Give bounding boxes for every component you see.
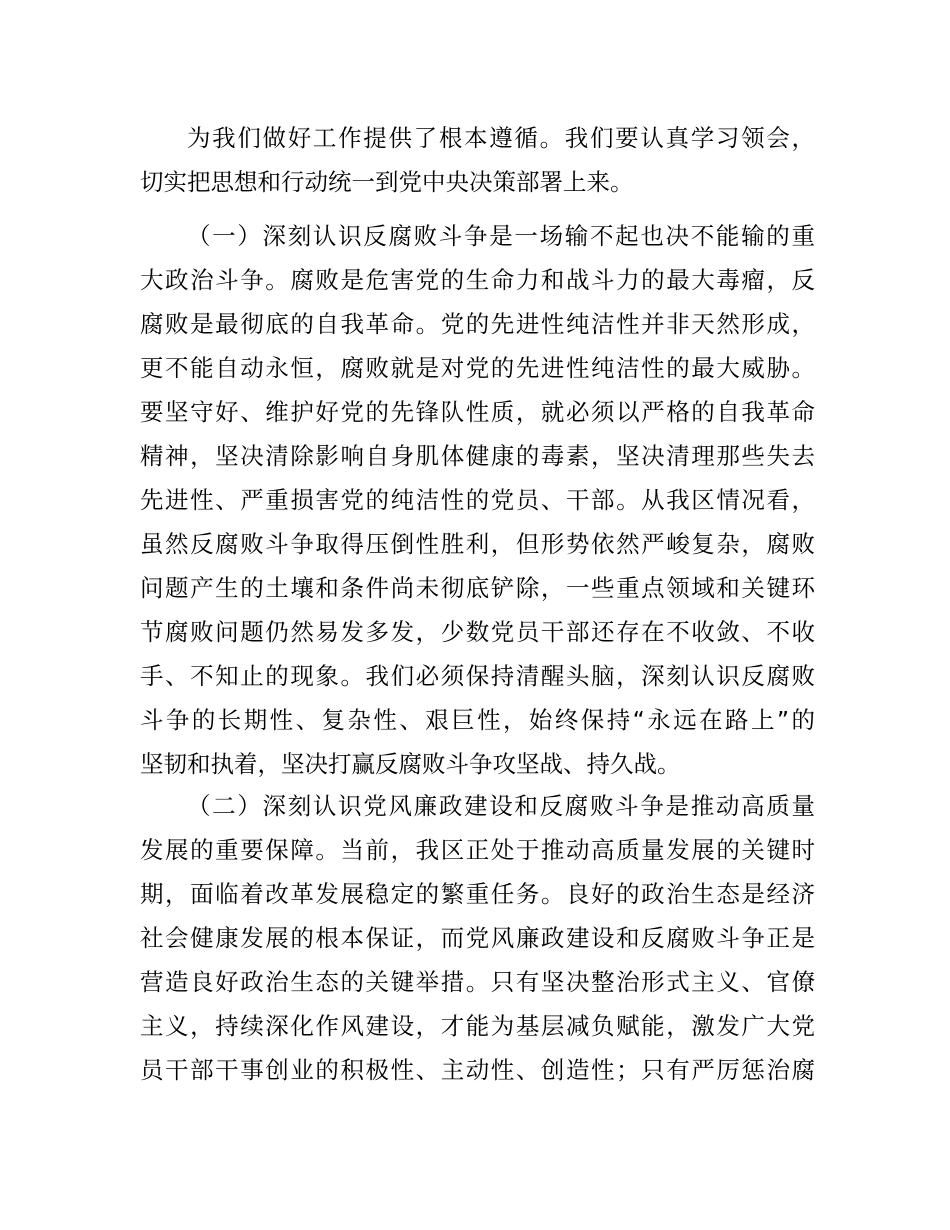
text-line: 虽然反腐败斗争取得压倒性胜利，但形势依然严峻复杂，腐败 bbox=[140, 530, 815, 558]
text-line: 先进性、严重损害党的纯洁性的党员、干部。从我区情况看， bbox=[140, 486, 815, 514]
paragraph-1 bbox=[140, 116, 815, 204]
text-line: 主义，持续深化作风建设，才能为基层减负赋能，激发广大党 bbox=[140, 1012, 815, 1040]
text-line: 精神，坚决清除影响自身肌体健康的毒素，坚决清理那些失去 bbox=[140, 442, 815, 470]
text-line: 社会健康发展的根本保证，而党风廉政建设和反腐败斗争正是 bbox=[140, 924, 815, 952]
text-line: 腐败是最彻底的自我革命。党的先进性纯洁性并非天然形成， bbox=[140, 310, 815, 338]
text-line: 员干部干事创业的积极性、主动性、创造性；只有严厉惩治腐 bbox=[140, 1056, 815, 1084]
text-line: 节腐败问题仍然易发多发，少数党员干部还存在不收敛、不收 bbox=[140, 618, 815, 646]
text-line: 期，面临着改革发展稳定的繁重任务。良好的政治生态是经济 bbox=[140, 880, 815, 908]
text-line: 为我们做好工作提供了根本遵循。我们要认真学习领会， bbox=[187, 124, 815, 152]
text-line: 大政治斗争。腐败是危害党的生命力和战斗力的最大毒瘤，反 bbox=[140, 266, 815, 294]
text-line: （二）深刻认识党风廉政建设和反腐败斗争是推动高质量 bbox=[187, 792, 815, 820]
text-line: 更不能自动永恒，腐败就是对党的先进性纯洁性的最大威胁。 bbox=[140, 354, 815, 382]
text-line: 发展的重要保障。当前，我区正处于推动高质量发展的关键时 bbox=[140, 836, 815, 864]
text-line: 坚韧和执着，坚决打赢反腐败斗争攻坚战、持久战。 bbox=[140, 750, 681, 778]
text-line: 问题产生的土壤和条件尚未彻底铲除，一些重点领域和关键环 bbox=[140, 574, 815, 602]
paragraph-3 bbox=[140, 784, 815, 1092]
text-line: 要坚守好、维护好党的先锋队性质，就必须以严格的自我革命 bbox=[140, 398, 815, 426]
paragraph-2 bbox=[140, 214, 815, 786]
text-line: 切实把思想和行动统一到党中央决策部署上来。 bbox=[140, 168, 634, 196]
text-line: 斗争的长期性、复杂性、艰巨性，始终保持“永远在路上”的 bbox=[140, 706, 815, 734]
text-line: （一）深刻认识反腐败斗争是一场输不起也决不能输的重 bbox=[187, 222, 815, 250]
text-line: 营造良好政治生态的关键举措。只有坚决整治形式主义、官僚 bbox=[140, 968, 815, 996]
text-line: 手、不知止的现象。我们必须保持清醒头脑，深刻认识反腐败 bbox=[140, 662, 815, 690]
